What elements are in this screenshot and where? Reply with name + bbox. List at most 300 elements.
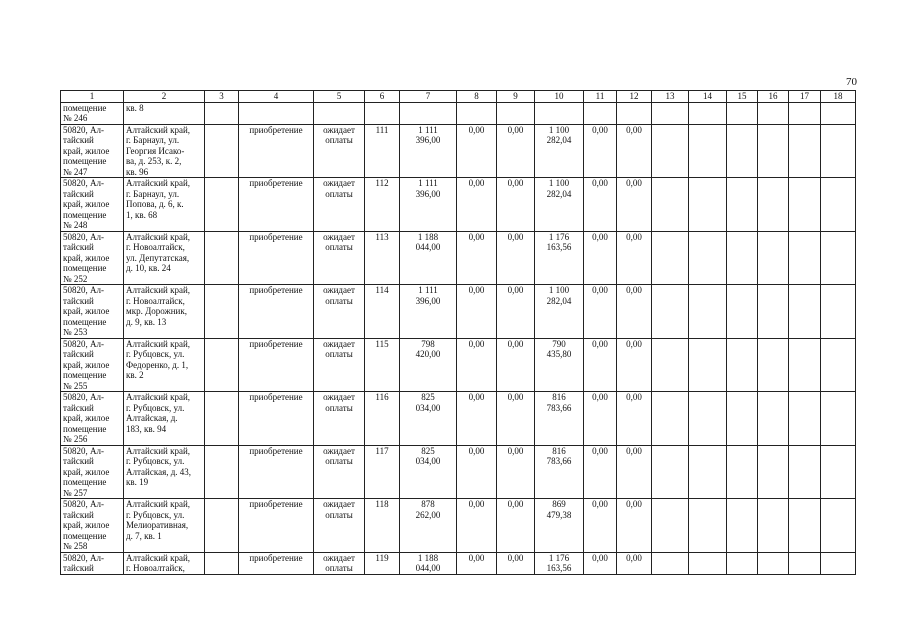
cell-line: ожидает xyxy=(323,499,355,509)
cell-line: № 247 xyxy=(63,166,88,177)
table-row xyxy=(61,552,856,574)
cell-line: помещение xyxy=(63,156,107,166)
empty-cell xyxy=(821,445,856,499)
cell-line: 825 xyxy=(421,392,435,402)
cell-line: 1 100 xyxy=(548,124,570,135)
cell-line: 50820, Ал- xyxy=(63,392,104,402)
cell-line: ожидает xyxy=(323,392,355,402)
cell-line: 1 176 xyxy=(548,231,570,242)
empty-cell xyxy=(535,102,584,124)
cell-line: край, жилое xyxy=(63,466,110,477)
cell-line: 1 188 xyxy=(417,231,439,242)
cell-line: Георгия Исако- xyxy=(126,145,185,156)
cell-line: ожидает xyxy=(323,124,355,135)
basis-cell: приобретение xyxy=(239,338,314,392)
cell-line: помещение xyxy=(63,477,107,487)
cell-line: ожидает xyxy=(323,178,355,188)
empty-cell xyxy=(758,285,789,339)
object-name-cell xyxy=(61,285,124,339)
cell-line: Алтайский край, xyxy=(126,338,191,349)
amount-cell xyxy=(400,124,457,178)
column-number-12: 12 xyxy=(617,91,652,103)
empty-cell xyxy=(689,285,727,339)
cell-line: д. 10, кв. 24 xyxy=(126,263,171,273)
empty-cell xyxy=(205,338,239,392)
value-cell: 0,00 xyxy=(457,499,497,553)
column-number-6: 6 xyxy=(365,91,400,103)
empty-cell xyxy=(365,102,400,124)
status-cell xyxy=(314,338,365,392)
cell-line: 816 xyxy=(552,445,566,456)
empty-cell xyxy=(789,178,821,232)
column-number-4: 4 xyxy=(239,91,314,103)
object-name-cell xyxy=(61,102,124,124)
address-cell xyxy=(124,392,205,446)
address-cell xyxy=(124,552,205,574)
amount-cell xyxy=(400,285,457,339)
column-number-10: 10 xyxy=(535,91,584,103)
object-name-cell xyxy=(61,552,124,574)
value-cell: 0,00 xyxy=(457,552,497,574)
cell-line: кв. 8 xyxy=(126,102,144,113)
cell-line: 798 xyxy=(421,338,435,349)
cell-line: кв. 2 xyxy=(126,370,144,380)
cell-line: тайский xyxy=(63,295,94,306)
address-cell xyxy=(124,499,205,553)
cell-line: Федоренко, д. 1, xyxy=(126,359,189,370)
number-cell: 111 xyxy=(365,124,400,178)
cell-line: г. Рубцовск, ул. xyxy=(126,456,185,466)
cell-line: г. Новоалтайск, xyxy=(126,242,185,252)
cell-line: 50820, Ал- xyxy=(63,231,104,242)
cell-line: Мелиоративная, xyxy=(126,520,189,530)
cell-line: тайский xyxy=(63,402,94,413)
value-cell: 0,00 xyxy=(584,338,617,392)
cell-line: оплаты xyxy=(325,295,353,306)
empty-cell xyxy=(821,285,856,339)
address-cell xyxy=(124,338,205,392)
column-number-7: 7 xyxy=(400,91,457,103)
cell-line: 163,56 xyxy=(546,242,572,252)
column-number-2: 2 xyxy=(124,91,205,103)
cell-line: 816 xyxy=(552,392,566,402)
empty-cell xyxy=(652,285,689,339)
empty-cell xyxy=(789,499,821,553)
amount-cell xyxy=(400,178,457,232)
cell-line: 420,00 xyxy=(415,349,441,359)
empty-cell xyxy=(584,102,617,124)
empty-cell xyxy=(689,499,727,553)
cell-line: г. Рубцовск, ул. xyxy=(126,509,185,520)
cell-line: тайский xyxy=(63,563,94,573)
cell-line: 50820, Ал- xyxy=(63,499,104,509)
value-cell: 0,00 xyxy=(584,124,617,178)
status-cell xyxy=(314,178,365,232)
cell-line: помещение xyxy=(63,263,107,273)
number-cell: 119 xyxy=(365,552,400,574)
value-cell: 0,00 xyxy=(497,445,535,499)
cell-line: 783,66 xyxy=(546,456,572,466)
cell-line: ва, д. 253, к. 2, xyxy=(126,156,182,166)
empty-cell xyxy=(789,124,821,178)
cell-line: г. Барнаул, ул. xyxy=(126,135,180,145)
cell-line: ожидает xyxy=(323,552,355,563)
column-number-14: 14 xyxy=(689,91,727,103)
cell-line: ожидает xyxy=(323,445,355,456)
empty-cell xyxy=(789,445,821,499)
empty-cell xyxy=(758,338,789,392)
empty-cell xyxy=(821,124,856,178)
value-cell: 0,00 xyxy=(497,392,535,446)
value-cell: 0,00 xyxy=(497,124,535,178)
cell-line: г. Рубцовск, ул. xyxy=(126,402,185,413)
cell-line: помещение xyxy=(63,316,107,327)
cell-line: № 258 xyxy=(63,541,88,551)
empty-cell xyxy=(789,338,821,392)
value-cell: 0,00 xyxy=(617,178,652,232)
number-cell: 114 xyxy=(365,285,400,339)
empty-cell xyxy=(652,102,689,124)
cell-line: 282,04 xyxy=(546,188,572,199)
number-cell: 113 xyxy=(365,231,400,285)
cell-line: 869 xyxy=(552,499,566,509)
amount-cell xyxy=(535,285,584,339)
column-number-11: 11 xyxy=(584,91,617,103)
empty-cell xyxy=(652,124,689,178)
cell-line: тайский xyxy=(63,456,94,466)
value-cell: 0,00 xyxy=(584,445,617,499)
column-number-row xyxy=(61,91,856,103)
empty-cell xyxy=(727,102,758,124)
empty-cell xyxy=(205,392,239,446)
empty-cell xyxy=(727,124,758,178)
cell-line: 783,66 xyxy=(546,402,572,413)
empty-cell xyxy=(758,124,789,178)
empty-cell xyxy=(821,102,856,124)
table-row xyxy=(61,285,856,339)
value-cell: 0,00 xyxy=(497,178,535,232)
cell-line: оплаты xyxy=(325,509,353,520)
empty-cell xyxy=(758,499,789,553)
empty-cell xyxy=(727,499,758,553)
cell-line: Попова, д. 6, к. xyxy=(126,199,184,209)
value-cell: 0,00 xyxy=(617,392,652,446)
cell-line: 396,00 xyxy=(415,295,441,306)
cell-line: оплаты xyxy=(325,402,353,413)
basis-cell: приобретение xyxy=(239,178,314,232)
column-number-15: 15 xyxy=(727,91,758,103)
basis-cell: приобретение xyxy=(239,552,314,574)
column-number-8: 8 xyxy=(457,91,497,103)
value-cell: 0,00 xyxy=(457,231,497,285)
empty-cell xyxy=(314,102,365,124)
empty-cell xyxy=(205,102,239,124)
cell-line: мкр. Дорожник, xyxy=(126,306,187,316)
value-cell: 0,00 xyxy=(497,231,535,285)
cell-line: г. Новоалтайск, xyxy=(126,563,185,573)
status-cell xyxy=(314,445,365,499)
empty-cell xyxy=(758,445,789,499)
cell-line: 163,56 xyxy=(546,563,572,573)
cell-line: 50820, Ал- xyxy=(63,178,104,188)
empty-cell xyxy=(205,285,239,339)
number-cell: 118 xyxy=(365,499,400,553)
cell-line: Алтайский край, xyxy=(126,552,191,563)
value-cell: 0,00 xyxy=(457,392,497,446)
address-cell xyxy=(124,231,205,285)
cell-line: помещение xyxy=(63,423,107,434)
cell-line: 50820, Ал- xyxy=(63,338,104,349)
empty-cell xyxy=(205,499,239,553)
empty-cell xyxy=(758,392,789,446)
cell-line: тайский xyxy=(63,242,94,252)
empty-cell xyxy=(652,392,689,446)
empty-cell xyxy=(727,178,758,232)
cell-line: 1 100 xyxy=(548,178,570,188)
cell-line: Алтайский край, xyxy=(126,231,191,242)
empty-cell xyxy=(689,392,727,446)
value-cell: 0,00 xyxy=(584,552,617,574)
empty-cell xyxy=(689,231,727,285)
value-cell: 0,00 xyxy=(497,338,535,392)
cell-line: № 246 xyxy=(63,113,88,123)
object-name-cell xyxy=(61,178,124,232)
cell-line: 1 188 xyxy=(417,552,439,563)
cell-line: 183, кв. 94 xyxy=(126,423,167,434)
cell-line: оплаты xyxy=(325,242,353,252)
amount-cell xyxy=(535,499,584,553)
object-name-cell xyxy=(61,231,124,285)
value-cell: 0,00 xyxy=(584,499,617,553)
cell-line: Алтайский край, xyxy=(126,499,191,509)
cell-line: край, жилое xyxy=(63,145,110,156)
empty-cell xyxy=(727,445,758,499)
column-number-17: 17 xyxy=(789,91,821,103)
cell-line: тайский xyxy=(63,349,94,359)
amount-cell xyxy=(400,231,457,285)
value-cell: 0,00 xyxy=(457,124,497,178)
empty-cell xyxy=(821,552,856,574)
empty-cell xyxy=(727,552,758,574)
column-number-1: 1 xyxy=(61,91,124,103)
table-row xyxy=(61,178,856,232)
cell-line: 50820, Ал- xyxy=(63,552,104,563)
empty-cell xyxy=(758,552,789,574)
amount-cell xyxy=(535,124,584,178)
cell-line: 1 111 xyxy=(418,285,438,295)
cell-line: край, жилое xyxy=(63,252,110,263)
cell-line: 282,04 xyxy=(546,135,572,145)
cell-line: кв. 19 xyxy=(126,477,149,487)
number-cell: 116 xyxy=(365,392,400,446)
value-cell: 0,00 xyxy=(457,338,497,392)
amount-cell xyxy=(400,392,457,446)
table-row xyxy=(61,124,856,178)
empty-cell xyxy=(400,102,457,124)
cell-line: край, жилое xyxy=(63,199,110,209)
cell-line: оплаты xyxy=(325,135,353,145)
cell-line: 50820, Ал- xyxy=(63,124,104,135)
empty-cell xyxy=(789,552,821,574)
cell-line: 1 111 xyxy=(418,124,438,135)
empty-cell xyxy=(617,102,652,124)
cell-line: 825 xyxy=(421,445,435,456)
empty-cell xyxy=(652,445,689,499)
object-name-cell xyxy=(61,338,124,392)
cell-line: № 248 xyxy=(63,220,88,230)
empty-cell xyxy=(689,552,727,574)
status-cell xyxy=(314,392,365,446)
value-cell: 0,00 xyxy=(497,499,535,553)
cell-line: Алтайский край, xyxy=(126,445,191,456)
table-row xyxy=(61,231,856,285)
cell-line: Алтайский край, xyxy=(126,178,191,188)
cell-line: кв. 96 xyxy=(126,166,149,177)
amount-cell xyxy=(400,552,457,574)
amount-cell xyxy=(535,231,584,285)
empty-cell xyxy=(239,102,314,124)
number-cell: 115 xyxy=(365,338,400,392)
number-cell: 112 xyxy=(365,178,400,232)
cell-line: 479,38 xyxy=(546,509,572,520)
cell-line: № 256 xyxy=(63,434,88,444)
value-cell: 0,00 xyxy=(584,231,617,285)
cell-line: 1, кв. 68 xyxy=(126,209,158,220)
value-cell: 0,00 xyxy=(617,499,652,553)
cell-line: край, жилое xyxy=(63,306,110,316)
value-cell: 0,00 xyxy=(584,392,617,446)
cell-line: помещение xyxy=(63,102,107,113)
amount-cell xyxy=(535,392,584,446)
page-number: 70 xyxy=(846,76,857,88)
cell-line: 396,00 xyxy=(415,188,441,199)
amount-cell xyxy=(535,178,584,232)
empty-cell xyxy=(652,178,689,232)
empty-cell xyxy=(497,102,535,124)
table-row xyxy=(61,392,856,446)
empty-cell xyxy=(821,338,856,392)
empty-cell xyxy=(789,392,821,446)
cell-line: 044,00 xyxy=(415,242,441,252)
basis-cell: приобретение xyxy=(239,499,314,553)
table-row-continuation xyxy=(61,102,856,124)
cell-line: д. 7, кв. 1 xyxy=(126,530,162,541)
cell-line: 50820, Ал- xyxy=(63,285,104,295)
cell-line: 1 111 xyxy=(418,178,438,188)
value-cell: 0,00 xyxy=(617,285,652,339)
empty-cell xyxy=(652,499,689,553)
cell-line: 034,00 xyxy=(415,402,441,413)
empty-cell xyxy=(205,178,239,232)
cell-line: край, жилое xyxy=(63,359,110,370)
empty-cell xyxy=(652,231,689,285)
value-cell: 0,00 xyxy=(497,552,535,574)
empty-cell xyxy=(205,445,239,499)
empty-cell xyxy=(205,231,239,285)
cell-line: 1 100 xyxy=(548,285,570,295)
empty-cell xyxy=(821,178,856,232)
cell-line: 790 xyxy=(552,338,566,349)
empty-cell xyxy=(727,338,758,392)
object-name-cell xyxy=(61,499,124,553)
empty-cell xyxy=(689,445,727,499)
value-cell: 0,00 xyxy=(617,124,652,178)
empty-cell xyxy=(689,178,727,232)
cell-line: оплаты xyxy=(325,188,353,199)
address-cell xyxy=(124,102,205,124)
value-cell: 0,00 xyxy=(457,445,497,499)
amount-cell xyxy=(535,552,584,574)
cell-line: Алтайский край, xyxy=(126,392,191,402)
cell-line: 50820, Ал- xyxy=(63,445,104,456)
basis-cell: приобретение xyxy=(239,445,314,499)
cell-line: помещение xyxy=(63,370,107,380)
empty-cell xyxy=(652,338,689,392)
empty-cell xyxy=(821,392,856,446)
column-number-3: 3 xyxy=(205,91,239,103)
cell-line: оплаты xyxy=(325,563,353,573)
cell-line: тайский xyxy=(63,135,94,145)
cell-line: г. Новоалтайск, xyxy=(126,295,185,306)
cell-line: № 257 xyxy=(63,487,88,498)
address-cell xyxy=(124,445,205,499)
cell-line: Алтайская, д. 43, xyxy=(126,466,192,477)
cell-line: ожидает xyxy=(323,231,355,242)
status-cell xyxy=(314,285,365,339)
address-cell xyxy=(124,178,205,232)
address-cell xyxy=(124,124,205,178)
empty-cell xyxy=(205,552,239,574)
cell-line: тайский xyxy=(63,188,94,199)
cell-line: помещение xyxy=(63,530,107,541)
value-cell: 0,00 xyxy=(584,285,617,339)
basis-cell: приобретение xyxy=(239,124,314,178)
amount-cell xyxy=(400,445,457,499)
value-cell: 0,00 xyxy=(617,338,652,392)
empty-cell xyxy=(727,231,758,285)
table-row xyxy=(61,499,856,553)
object-name-cell xyxy=(61,392,124,446)
column-number-5: 5 xyxy=(314,91,365,103)
empty-cell xyxy=(821,499,856,553)
cell-line: Алтайская, д. xyxy=(126,413,178,423)
cell-line: ожидает xyxy=(323,285,355,295)
column-number-16: 16 xyxy=(758,91,789,103)
value-cell: 0,00 xyxy=(457,178,497,232)
amount-cell xyxy=(400,338,457,392)
value-cell: 0,00 xyxy=(497,285,535,339)
column-number-13: 13 xyxy=(652,91,689,103)
empty-cell xyxy=(758,102,789,124)
cell-line: 1 176 xyxy=(548,552,570,563)
status-cell xyxy=(314,124,365,178)
cell-line: оплаты xyxy=(325,456,353,466)
cell-line: 034,00 xyxy=(415,456,441,466)
cell-line: помещение xyxy=(63,209,107,220)
status-cell xyxy=(314,231,365,285)
register-table xyxy=(60,90,856,575)
empty-cell xyxy=(821,231,856,285)
empty-cell xyxy=(727,285,758,339)
value-cell: 0,00 xyxy=(617,445,652,499)
cell-line: 044,00 xyxy=(415,563,441,573)
cell-line: Алтайский край, xyxy=(126,124,191,135)
value-cell: 0,00 xyxy=(617,231,652,285)
cell-line: ожидает xyxy=(323,338,355,349)
value-cell: 0,00 xyxy=(584,178,617,232)
amount-cell xyxy=(535,338,584,392)
table-row xyxy=(61,338,856,392)
